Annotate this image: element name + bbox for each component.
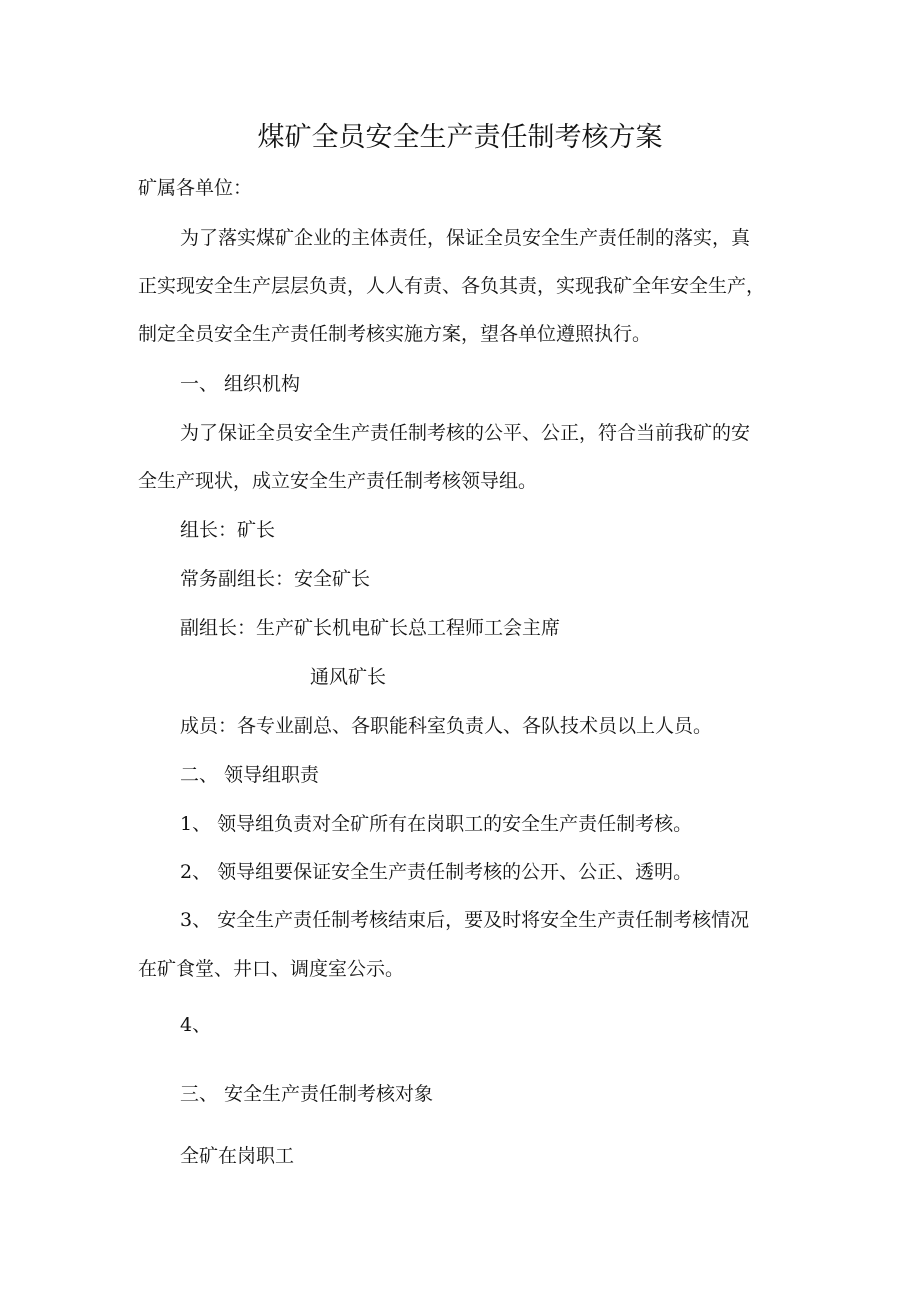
members-line: 成员：各专业副总、各职能科室负责人、各队技术员以上人员。 bbox=[180, 715, 713, 737]
exec-deputy-line: 常务副组长：安全矿长 bbox=[180, 568, 371, 590]
section2-heading: 二、 领导组职责 bbox=[180, 764, 320, 786]
deputy-continuation-line: 通风矿长 bbox=[310, 666, 387, 688]
section2-item-3-line-2: 在矿食堂、井口、调度室公示。 bbox=[138, 958, 405, 980]
intro-line-3: 制定全员安全生产责任制考核实施方案，望各单位遵照执行。 bbox=[138, 323, 652, 345]
section1-para-line-2: 全生产现状，成立安全生产责任制考核领导组。 bbox=[138, 470, 538, 492]
section1-para-line-1: 为了保证全员安全生产责任制考核的公平、公正，符合当前我矿的安 bbox=[180, 422, 751, 444]
section2-item-2: 2、 领导组要保证安全生产责任制考核的公开、公正、透明。 bbox=[180, 861, 693, 883]
intro-line-1: 为了落实煤矿企业的主体责任，保证全员安全生产责任制的落实，真 bbox=[180, 227, 751, 249]
deputy-line: 副组长：生产矿长机电矿长总工程师工会主席 bbox=[180, 617, 561, 639]
section2-item-4: 4、 bbox=[180, 1014, 212, 1036]
section2-item-1: 1、 领导组负责对全矿所有在岗职工的安全生产责任制考核。 bbox=[180, 813, 693, 835]
section3-target: 全矿在岗职工 bbox=[180, 1145, 295, 1167]
intro-line-2: 正实现安全生产层层负责，人人有责、各负其责，实现我矿全年安全生产， bbox=[138, 275, 766, 297]
section3-heading: 三、 安全生产责任制考核对象 bbox=[180, 1083, 434, 1105]
leader-line: 组长：矿长 bbox=[180, 519, 276, 541]
document-title: 煤矿全员安全生产责任制考核方案 bbox=[257, 122, 663, 153]
salutation: 矿属各单位： bbox=[138, 177, 253, 199]
section1-heading: 一、 组织机构 bbox=[180, 373, 301, 395]
section2-item-3-line-1: 3、 安全生产责任制考核结束后，要及时将安全生产责任制考核情况 bbox=[180, 909, 750, 931]
